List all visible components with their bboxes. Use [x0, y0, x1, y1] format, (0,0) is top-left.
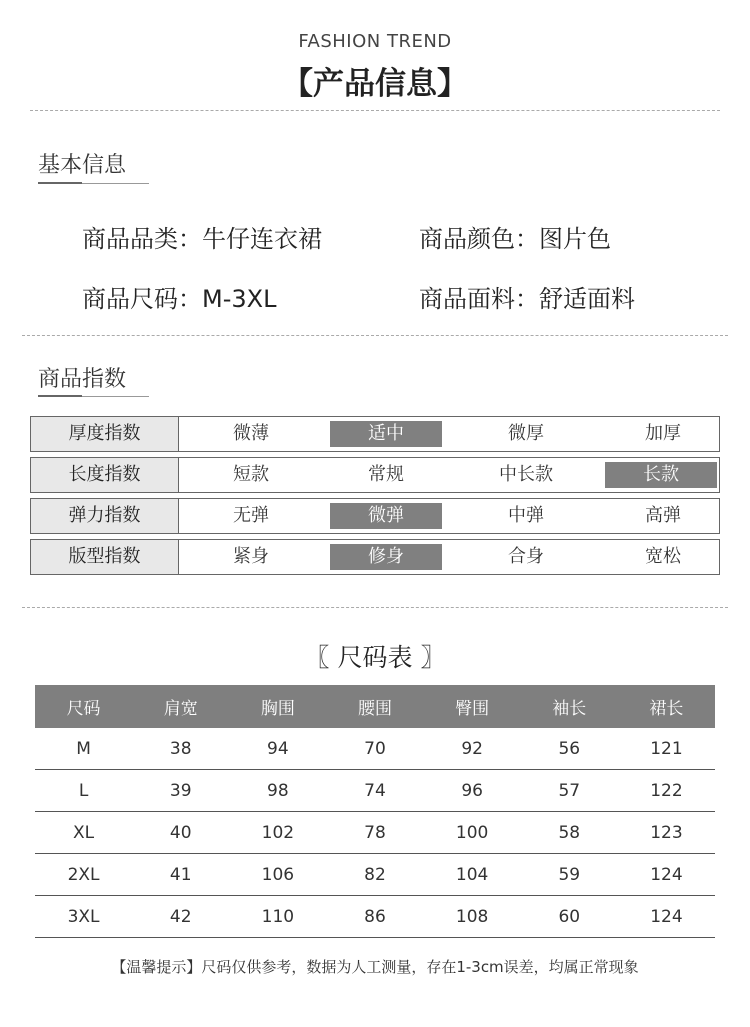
table-cell: 96	[424, 770, 521, 812]
index-row-length	[30, 457, 720, 493]
table-cell: 92	[424, 728, 521, 770]
table-cell: 100	[424, 812, 521, 854]
info-size: 商品尺码：M-3XL	[82, 285, 277, 313]
column-header: 袖长	[521, 685, 618, 728]
table-row	[35, 896, 715, 938]
table-cell: 124	[618, 896, 715, 938]
column-header: 裙长	[618, 685, 715, 728]
section-heading-index: 商品指数	[38, 367, 127, 392]
index-option: 常规	[368, 464, 404, 485]
column-header: 臀围	[424, 685, 521, 728]
table-cell: 56	[521, 728, 618, 770]
size-table-header	[35, 685, 715, 728]
table-cell: 110	[229, 896, 326, 938]
table-cell: 104	[424, 854, 521, 896]
info-fabric: 商品面料：舒适面料	[419, 285, 635, 313]
index-option: 无弹	[233, 505, 269, 526]
table-cell: 39	[132, 770, 229, 812]
index-option-selected: 修身	[330, 544, 442, 570]
table-cell: 74	[326, 770, 423, 812]
index-option: 微厚	[508, 423, 544, 444]
info-category: 商品品类：牛仔连衣裙	[82, 225, 322, 253]
table-cell: XL	[35, 812, 132, 854]
index-option-selected: 微弹	[330, 503, 442, 529]
column-header: 胸围	[229, 685, 326, 728]
table-cell: 121	[618, 728, 715, 770]
table-cell: 57	[521, 770, 618, 812]
section-underline-accent	[38, 395, 82, 397]
index-option-selected: 长款	[605, 462, 717, 488]
divider	[22, 607, 728, 608]
table-cell: 123	[618, 812, 715, 854]
table-row	[35, 770, 715, 812]
index-label: 弹力指数	[31, 499, 179, 533]
table-cell: 124	[618, 854, 715, 896]
index-row-elasticity	[30, 498, 720, 534]
column-header: 肩宽	[132, 685, 229, 728]
index-label: 厚度指数	[31, 417, 179, 451]
index-option: 中长款	[499, 464, 553, 485]
table-cell: 58	[521, 812, 618, 854]
table-cell: 122	[618, 770, 715, 812]
table-cell: 82	[326, 854, 423, 896]
size-table	[35, 685, 715, 938]
table-cell: 38	[132, 728, 229, 770]
index-option: 高弹	[645, 505, 681, 526]
index-option: 紧身	[233, 546, 269, 567]
index-option: 合身	[508, 546, 544, 567]
index-row-thickness	[30, 416, 720, 452]
table-cell: 40	[132, 812, 229, 854]
table-cell: M	[35, 728, 132, 770]
table-cell: 3XL	[35, 896, 132, 938]
page-title: 【产品信息】	[282, 66, 468, 102]
column-header: 尺码	[35, 685, 132, 728]
index-option: 加厚	[645, 423, 681, 444]
index-label: 版型指数	[31, 540, 179, 574]
index-option: 微薄	[233, 423, 269, 444]
index-option: 短款	[233, 464, 269, 485]
table-cell: 108	[424, 896, 521, 938]
table-cell: 70	[326, 728, 423, 770]
index-row-fit	[30, 539, 720, 575]
table-cell: 78	[326, 812, 423, 854]
table-cell: 41	[132, 854, 229, 896]
section-underline-accent	[38, 182, 82, 184]
table-cell: 98	[229, 770, 326, 812]
table-cell: 94	[229, 728, 326, 770]
table-cell: 102	[229, 812, 326, 854]
size-tip: 【温馨提示】尺码仅供参考，数据为人工测量，存在1-3cm误差，均属正常现象	[111, 958, 639, 976]
table-row	[35, 812, 715, 854]
header-subtitle: FASHION TREND	[298, 31, 452, 52]
table-cell: 59	[521, 854, 618, 896]
table-row	[35, 728, 715, 770]
table-row	[35, 854, 715, 896]
index-option: 宽松	[645, 546, 681, 567]
divider	[30, 110, 720, 111]
column-header: 腰围	[326, 685, 423, 728]
info-color: 商品颜色：图片色	[419, 225, 611, 253]
divider	[22, 335, 728, 336]
table-cell: 86	[326, 896, 423, 938]
index-label: 长度指数	[31, 458, 179, 492]
table-cell: L	[35, 770, 132, 812]
table-cell: 42	[132, 896, 229, 938]
table-cell: 2XL	[35, 854, 132, 896]
table-cell: 106	[229, 854, 326, 896]
index-option: 中弹	[508, 505, 544, 526]
index-option-selected: 适中	[330, 421, 442, 447]
size-table-title: 〖 尺码表 〗	[304, 643, 446, 672]
table-cell: 60	[521, 896, 618, 938]
section-heading-basic: 基本信息	[38, 153, 127, 178]
